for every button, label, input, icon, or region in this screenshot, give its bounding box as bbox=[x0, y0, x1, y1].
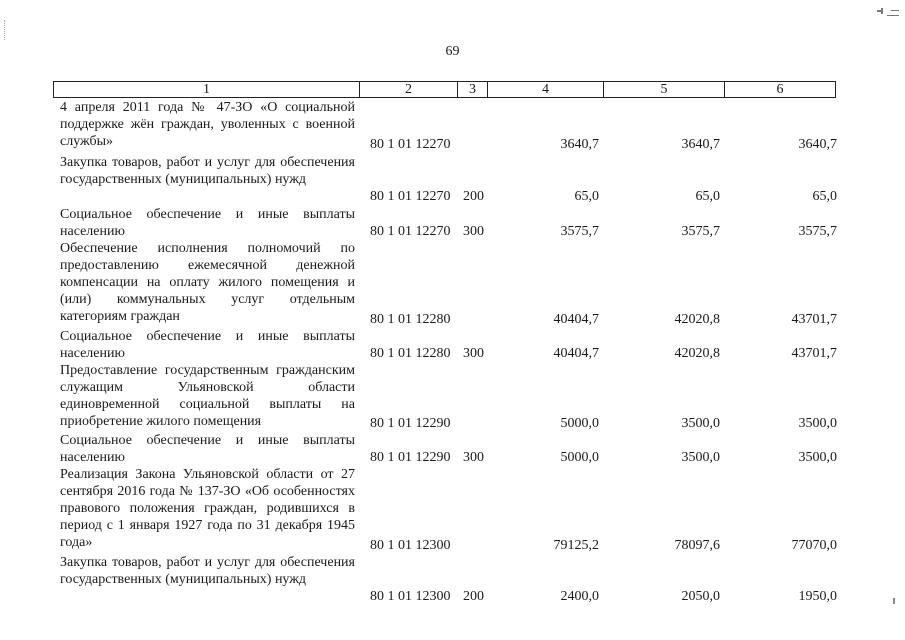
row-description: Реализация Закона Ульяновской области от 27 сентября 2016 года № 137-ЗО «Об особенностях правового положения граждан, родившихся в период с 1 января 1927 года по 31 декабря 1945 года» bbox=[60, 467, 355, 550]
row-value-col6: 65,0 bbox=[812, 189, 837, 204]
row-value-col5: 2050,0 bbox=[681, 589, 720, 604]
row-value-col6: 43701,7 bbox=[791, 346, 837, 361]
row-value-col5: 65,0 bbox=[695, 189, 720, 204]
row-value-col5: 3500,0 bbox=[681, 450, 720, 465]
header-col-2: 2 bbox=[405, 82, 412, 97]
row-value-col5: 3640,7 bbox=[681, 137, 720, 152]
row-description: Социальное обеспечение и иные выплаты населению bbox=[60, 329, 355, 361]
row-code: 80 1 01 12270 bbox=[370, 224, 451, 239]
row-code: 80 1 01 12290 bbox=[370, 450, 451, 465]
row-values bbox=[0, 449, 905, 466]
table-header-row bbox=[53, 81, 836, 98]
row-code: 80 1 01 12280 bbox=[370, 312, 451, 327]
row-expense-type: 200 bbox=[463, 189, 484, 204]
row-expense-type: 300 bbox=[463, 450, 484, 465]
row-value-col6: 1950,0 bbox=[798, 589, 837, 604]
header-col-4: 4 bbox=[542, 82, 549, 97]
row-value-col5: 3500,0 bbox=[681, 416, 720, 431]
row-description: 4 апреля 2011 года № 47-ЗО «О социальной поддержке жён граждан, уволенных с военной службы» bbox=[60, 100, 355, 149]
row-value-col6: 3500,0 bbox=[798, 450, 837, 465]
row-values bbox=[0, 136, 905, 153]
row-values bbox=[0, 415, 905, 432]
row-values bbox=[0, 223, 905, 240]
row-description: Закупка товаров, работ и услуг для обеспечения государственных (муниципальных) нужд bbox=[60, 555, 355, 587]
row-description: Предоставление государственным гражданским служащим Ульяновской области единовременной социальной выплаты на приобретение жилого помещения bbox=[60, 363, 355, 429]
row-values bbox=[0, 588, 905, 605]
header-col-3: 3 bbox=[469, 82, 476, 97]
row-expense-type: 200 bbox=[463, 589, 484, 604]
row-value-col6: 3500,0 bbox=[798, 416, 837, 431]
row-description: Социальное обеспечение и иные выплаты населению bbox=[60, 207, 355, 239]
header-col-5: 5 bbox=[660, 82, 668, 97]
row-values bbox=[0, 311, 905, 328]
row-values bbox=[0, 345, 905, 362]
header-col-6: 6 bbox=[776, 82, 784, 97]
row-value-col4: 3640,7 bbox=[560, 137, 599, 152]
row-value-col6: 3575,7 bbox=[798, 224, 837, 239]
row-code: 80 1 01 12300 bbox=[370, 538, 451, 553]
scan-corner-mark bbox=[877, 6, 899, 20]
row-values bbox=[0, 188, 905, 205]
row-value-col5: 42020,8 bbox=[674, 346, 720, 361]
row-description: Социальное обеспечение и иные выплаты населению bbox=[60, 433, 355, 465]
row-value-col5: 78097,6 bbox=[674, 538, 720, 553]
row-value-col4: 3575,7 bbox=[560, 224, 599, 239]
row-expense-type: 300 bbox=[463, 346, 484, 361]
row-value-col5: 3575,7 bbox=[681, 224, 720, 239]
row-code: 80 1 01 12270 bbox=[370, 137, 451, 152]
row-expense-type: 300 bbox=[463, 224, 484, 239]
row-value-col4: 5000,0 bbox=[560, 416, 599, 431]
row-code: 80 1 01 12300 bbox=[370, 589, 451, 604]
row-code: 80 1 01 12270 bbox=[370, 189, 451, 204]
row-value-col4: 65,0 bbox=[574, 189, 599, 204]
row-value-col4: 5000,0 bbox=[560, 450, 599, 465]
row-description: Обеспечение исполнения полномочий по предоставлению ежемесячной денежной компенсации на оплату жилого помещения и (или) коммунальных услуг отдельным категориям граждан bbox=[60, 241, 355, 324]
row-description: Закупка товаров, работ и услуг для обеспечения государственных (муниципальных) нужд bbox=[60, 155, 355, 187]
row-code: 80 1 01 12290 bbox=[370, 416, 451, 431]
row-value-col6: 43701,7 bbox=[791, 312, 837, 327]
row-value-col6: 3640,7 bbox=[798, 137, 837, 152]
row-value-col4: 79125,2 bbox=[553, 538, 599, 553]
scan-edge-mark bbox=[4, 20, 6, 40]
row-code: 80 1 01 12280 bbox=[370, 346, 451, 361]
row-value-col6: 77070,0 bbox=[791, 538, 837, 553]
row-value-col5: 42020,8 bbox=[674, 312, 720, 327]
header-col-1: 1 bbox=[203, 82, 210, 97]
row-values bbox=[0, 537, 905, 554]
page-number: 69 bbox=[445, 44, 460, 59]
row-value-col4: 40404,7 bbox=[553, 346, 599, 361]
row-value-col4: 40404,7 bbox=[553, 312, 599, 327]
row-value-col4: 2400,0 bbox=[560, 589, 599, 604]
